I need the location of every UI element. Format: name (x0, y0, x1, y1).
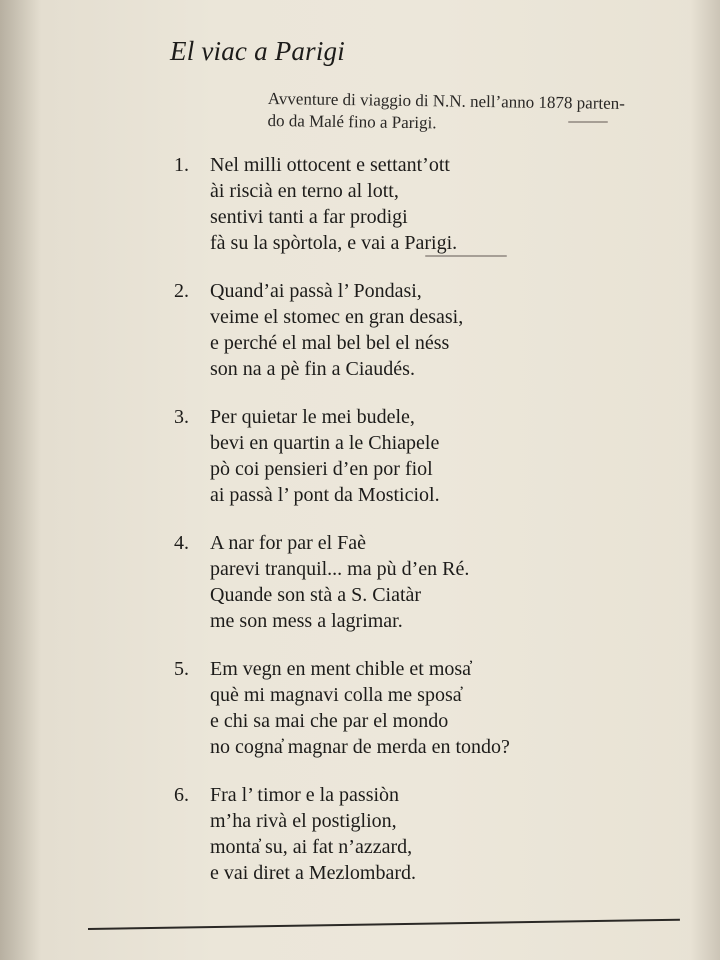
verse-line: sentivi tanti a far prodigi (210, 206, 408, 228)
verse-line: parevi tranquil... ma pù d’en Ré. (210, 558, 470, 580)
verse-line: e chi sa mai che par el mondo (210, 710, 449, 732)
verse-line: Per quietar le mei budele, (210, 406, 415, 428)
subtitle-line-2: do da Malé fino a Parigi. (267, 110, 437, 133)
stanza-lines (210, 404, 680, 508)
stanza-number: 1. (174, 154, 189, 176)
verse-line: Nel milli ottocent e settant’ott (210, 154, 450, 176)
stanza-number: 3. (174, 406, 189, 428)
verse-line: què mi magnavi colla me sposa̓ (210, 684, 462, 706)
verse-line: Quand’ai passà l’ Pondasi, (210, 280, 422, 302)
subtitle-line-1: Avventure di viaggio di N.N. nell’anno 1878 parten- (267, 88, 626, 113)
stanza-number: 6. (174, 784, 189, 806)
verse-line: Fra l’ timor e la passiòn (210, 784, 400, 806)
verse-line: Quande son stà a S. Ciatàr (210, 584, 422, 606)
verse-line: e vai diret a Mezlombard. (210, 862, 417, 884)
verse-line: Em vegn en ment chible et mosa̓ (210, 658, 472, 680)
verse-line: son na a pè fin a Ciaudés. (210, 358, 415, 380)
footer-rule (88, 919, 680, 930)
verse-line: A nar for par el Faè (210, 532, 367, 554)
verse-line: no cogna̓ magnar de merda en tondo? (210, 736, 510, 758)
verse-line: ài riscià en terno al lott, (210, 180, 399, 202)
page-gutter-shadow (0, 0, 40, 960)
stanza-number: 4. (174, 532, 189, 554)
verse-line: pò coi pensieri d’en por fiol (210, 458, 433, 480)
stanza-lines (210, 278, 680, 382)
verse-line: ai passà l’ pont da Mosticiol. (210, 484, 440, 506)
verse-line: bevi en quartin a le Chiapele (210, 432, 440, 454)
verse-line: me son mess a lagrimar. (210, 610, 403, 632)
stanza-number: 2. (174, 280, 189, 302)
page-edge-shadow (690, 0, 720, 960)
verse-line: veime el stomec en gran desasi, (210, 306, 464, 328)
verse-line: e perché el mal bel bel el néss (210, 332, 450, 354)
stanza-lines (210, 152, 680, 256)
verse-line: fà su la spòrtola, e vai a Parigi. (210, 232, 458, 254)
poem-title: El viac a Parigi (170, 36, 345, 66)
pencil-underline-mark (568, 121, 608, 123)
verse-line: monta̓ su, ai fat n’azzard, (210, 836, 413, 858)
stanza-lines (210, 530, 680, 634)
stanza-lines (210, 782, 680, 886)
stanza-number: 5. (174, 658, 189, 680)
stanza-lines (210, 656, 680, 760)
poem-subtitle (267, 88, 668, 138)
verse-line: m’ha rivà el postiglion, (210, 810, 397, 832)
